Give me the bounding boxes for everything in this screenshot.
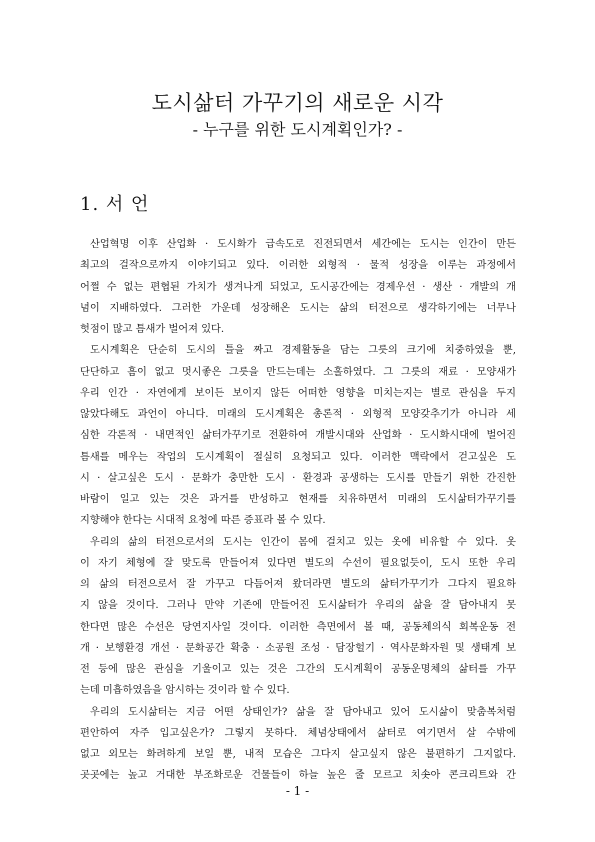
page-number: - 1 - [285, 784, 310, 798]
body-line: 단단하고 흠이 없고 멋시좋은 그릇을 만드는데는 소홀하였다. 그 그릇의 재료 · 모양새가 [80, 366, 516, 378]
body-line: 의 삶의 터전으로서 잘 가꾸고 다듬어져 왔더라면 별도의 삶터가꾸기가 그다지 필요하 [80, 579, 516, 590]
body-line: 우리의 삶의 터전으로서의 도시는 인간이 몸에 걸치고 있는 옷에 비유할 수 있다. 옷 [90, 536, 516, 548]
body-line: 곳곳에는 높고 거대한 부조화로운 건물들이 하늘 높은 줄 모르고 치솟아 콘크리트와 간 [80, 770, 516, 782]
body-line: 지향해야 한다는 시대적 요청에 따른 증표라 볼 수 있다. [80, 515, 326, 527]
body-line: 한다면 많은 수선은 당연지사일 것이다. 이러한 측면에서 볼 때, 공동체의식 회복운동 전 [80, 621, 516, 633]
body-line: 개 · 보행환경 개선 · 문화공간 확충 · 소공원 조성 · 담장헐기 · 역사문화자원 및 생태계 보 [80, 642, 516, 654]
body-line: 심한 각론적 · 내면적인 삶터가꾸기로 전환하여 개발시대와 산업화 · 도시화시대에 벌어진 [80, 430, 516, 442]
body-line: 시 · 살고싶은 도시 · 문화가 충만한 도시 · 환경과 공생하는 도시를 만들기 위한 간진한 [80, 472, 516, 484]
body-text [80, 234, 516, 787]
body-line: 지 않을 것이다. 그러나 만약 기존에 만들어진 도시삶터가 우리의 삶을 잘 담아내지 못 [80, 600, 516, 612]
body-line: 어쩔 수 없는 편협된 가치가 생겨나게 되었고, 도시공간에는 경제우선 · 생산 · 개발의 개 [80, 281, 516, 293]
body-line: 념이 지배하였다. 그러한 가운데 성장해온 도시는 삶의 터전으로 생각하기에는 너무나 [80, 302, 516, 314]
body-line: 우리의 도시삶터는 지금 어떤 상태인가? 삶을 잘 담아내고 있어 도시삶이 맞춤복처럼 [90, 706, 516, 718]
body-line: 편안하여 자주 입고싶은가? 그렇지 못하다. 체념상태에서 삶터로 여기면서 살 수밖에 [80, 727, 516, 739]
body-line: 최고의 걸작으로까지 이야기되고 있다. 이러한 외형적 · 물적 성장을 이루는 과정에서 [80, 260, 516, 272]
body-line: 전 등에 많은 관심을 기울이고 있는 것은 그간의 도시계획이 공동운명체의 삶터를 가꾸 [80, 664, 516, 675]
body-line: 산업혁명 이후 산업화 · 도시화가 급속도로 진전되면서 세간에는 도시는 인간이 만든 [90, 239, 516, 250]
section-heading: 1. 서 언 [80, 194, 150, 215]
body-line: 없고 외모는 화려하게 보일 뿐, 내적 모습은 그다지 살고싶지 않은 불편하기 그지없다. [80, 749, 516, 760]
body-line: 도시계획은 단순히 도시의 틀을 짜고 경제활동을 담는 그릇의 크기에 치중하였을 뿐, [90, 345, 516, 357]
body-line: 틈새를 메우는 작업의 도시계획이 절실히 요청되고 있다. 이러한 맥락에서 걷고싶은 도 [80, 451, 516, 463]
body-line: 우리 인간 · 자연에게 보이든 보이지 않든 어떠한 영향을 미치는지는 별로 관심을 두지 [80, 387, 516, 399]
body-line: 이 자기 체형에 잘 맞도록 만들어져 있다면 별도의 수선이 필요없듯이, 도시 또한 우리 [80, 557, 516, 569]
body-line: 헛점이 많고 틈새가 벌어져 있다. [80, 324, 225, 335]
body-line: 바람이 일고 있는 것은 과거를 반성하고 현재를 치유하면서 미래의 도시삶터가꾸기를 [80, 494, 516, 505]
document-title: 도시삶터 가꾸기의 새로운 시각 [151, 91, 444, 115]
document-subtitle: - 누구를 위한 도시계획인가? - [192, 120, 403, 139]
body-line: 않았다해도 과언이 아니다. 미래의 도시계획은 총론적 · 외형적 모양갖추기가 아니라 세 [80, 409, 516, 420]
body-line: 는데 미흡하였음을 암시하는 것이라 할 수 있다. [80, 685, 290, 697]
